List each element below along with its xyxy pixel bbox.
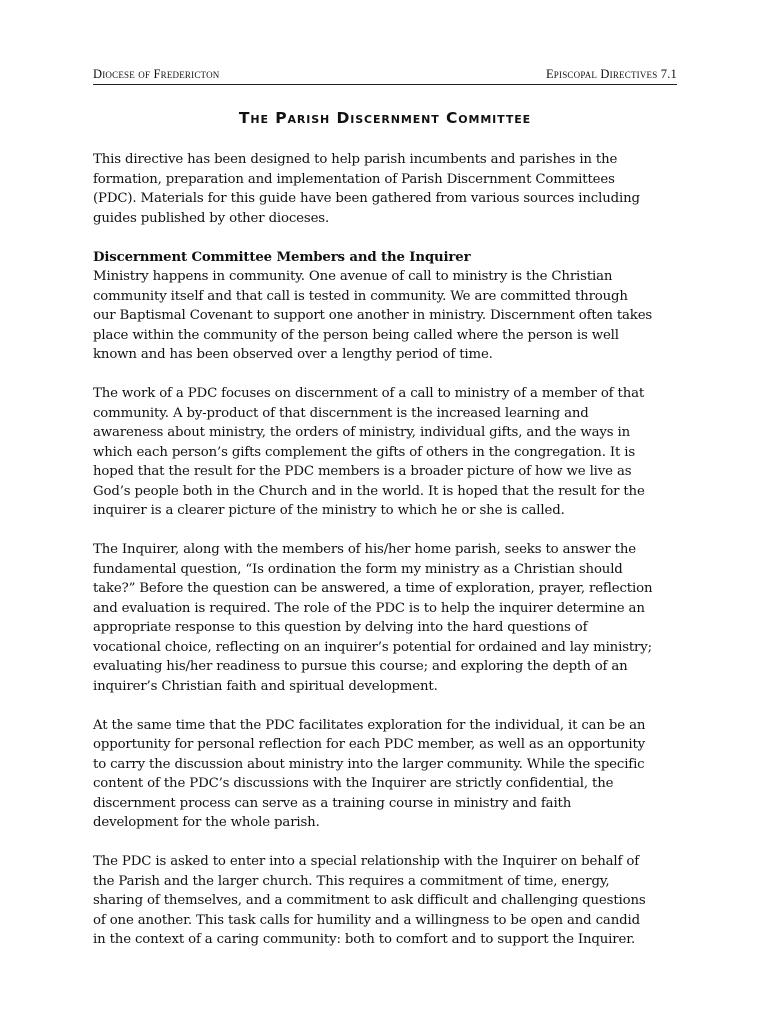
paragraph-line: take?” Before the question can be answered, a time of exploration, prayer, reflection	[93, 581, 653, 596]
paragraph-line: in the context of a caring community: both to comfort and to support the Inquirer.	[93, 932, 636, 947]
paragraph-line: The Inquirer, along with the members of his/her home parish, seeks to answer the	[93, 542, 637, 557]
page-header	[93, 66, 677, 85]
paragraph-line: community. A by-product of that discernment is the increased learning and	[93, 405, 589, 421]
paragraph-line: appropriate response to this question by delving into the hard questions of	[93, 620, 588, 635]
paragraph-line: opportunity for personal reflection for each PDC member, as well as an opportunity	[93, 737, 646, 752]
paragraph-line: to carry the discussion about ministry into the larger community. While the specific	[93, 756, 645, 772]
paragraph-line: The work of a PDC focuses on discernment of a call to ministry of a member of that	[93, 386, 645, 401]
paragraph	[93, 150, 693, 228]
paragraph-line: inquirer’s Christian faith and spiritual development.	[93, 678, 438, 694]
paragraph	[93, 540, 693, 696]
paragraph-line: and evaluation is required. The role of the PDC is to help the inquirer determine an	[93, 600, 645, 616]
paragraph-line: of one another. This task calls for humility and a willingness to be open and candid	[93, 912, 640, 928]
paragraph-line: At the same time that the PDC facilitates exploration for the individual, it can be an	[93, 717, 646, 733]
paragraph-line: known and has been observed over a lengthy period of time.	[93, 347, 493, 362]
header-directive-number: Episcopal Directives 7.1	[545, 67, 677, 81]
paragraph-line: vocational choice, reflecting on an inquirer’s potential for ordained and lay ministry;	[93, 639, 652, 655]
paragraph-line: content of the PDC’s discussions with the Inquirer are strictly confidential, the	[93, 776, 614, 791]
paragraph-line: hoped that the result for the PDC members is a broader picture of how we live as	[93, 464, 632, 479]
paragraph-line: which each person’s gifts complement the gifts of others in the congregation. It is	[93, 444, 635, 460]
paragraph-line: (PDC). Materials for this guide have been gathered from various sources including	[93, 191, 640, 206]
paragraph-line: community itself and that call is tested in community. We are committed through	[93, 288, 628, 304]
paragraph-line: formation, preparation and implementation of Parish Discernment Committees	[93, 171, 615, 187]
paragraph-line: Ministry happens in community. One avenue of call to ministry is the Christian	[93, 269, 613, 284]
paragraph-line: discernment process can serve as a training course in ministry and faith	[93, 795, 572, 811]
paragraph	[93, 852, 693, 950]
paragraph-line: guides published by other dioceses.	[93, 210, 330, 226]
paragraph-line: inquirer is a clearer picture of the ministry to which he or she is called.	[93, 503, 565, 518]
page-title: The Parish Discernment Committee	[238, 109, 532, 127]
paragraph-line: our Baptismal Covenant to support one another in ministry. Discernment often takes	[93, 308, 653, 323]
document-body	[93, 150, 693, 969]
paragraph-line: evaluating his/her readiness to pursue this course; and exploring the depth of an	[93, 659, 628, 674]
section-heading: Discernment Committee Members and the Inquirer	[93, 249, 471, 265]
paragraph-line: This directive has been designed to help parish incumbents and parishes in the	[93, 152, 618, 167]
paragraph	[93, 716, 693, 833]
paragraph-line: sharing of themselves, and a commitment to ask difficult and challenging questions	[93, 893, 646, 908]
paragraph-line: fundamental question, “Is ordination the form my ministry as a Christian should	[93, 561, 623, 577]
paragraph-line: the Parish and the larger church. This requires a commitment of time, energy,	[93, 873, 610, 889]
paragraph-line: The PDC is asked to enter into a special relationship with the Inquirer on behalf of	[93, 854, 639, 869]
paragraph-line: God’s people both in the Church and in the world. It is hoped that the result for the	[93, 483, 645, 499]
header-diocese: Diocese of Fredericton	[93, 67, 220, 81]
paragraph	[93, 384, 693, 521]
paragraph-line: development for the whole parish.	[93, 815, 320, 830]
paragraph-line: place within the community of the person being called where the person is well	[93, 327, 619, 343]
paragraph	[93, 248, 693, 365]
paragraph-line: awareness about ministry, the orders of ministry, individual gifts, and the ways in	[93, 425, 631, 440]
